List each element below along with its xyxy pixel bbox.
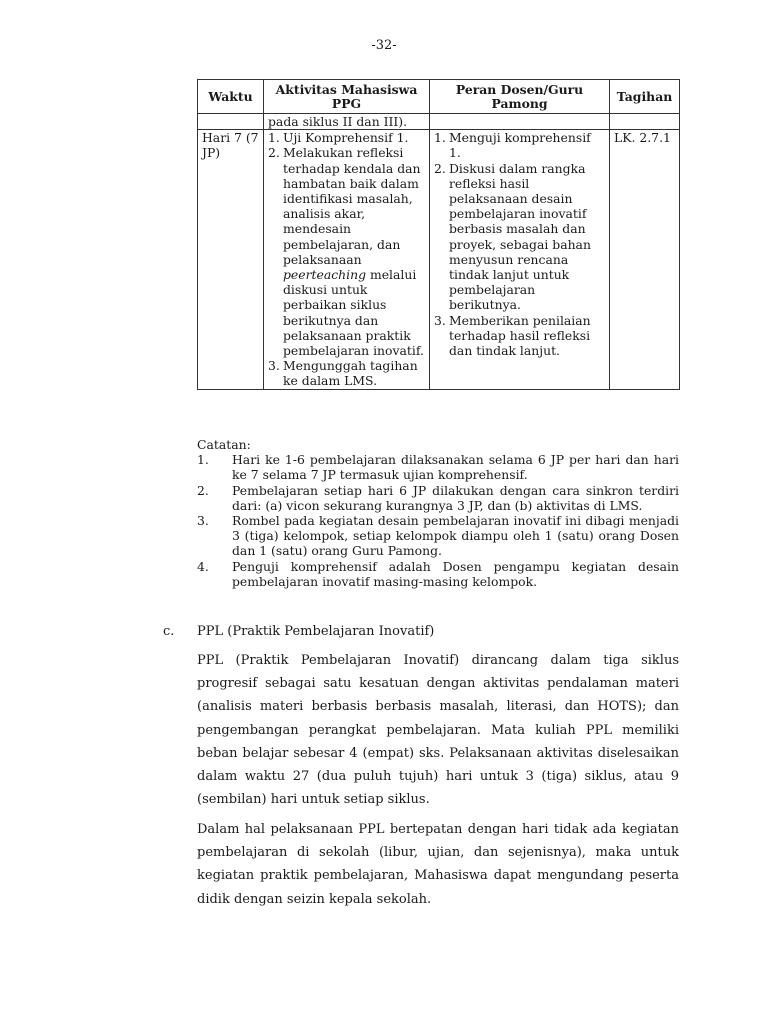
list-item [268,130,425,145]
continuation-text: pada siklus II dan III). [264,114,430,130]
list-item [434,161,605,313]
empty-cell [610,114,680,130]
section-paragraph: PPL (Praktik Pembelajaran Inovatif) dirancang dalam tiga siklus progresif sebagai satu kesatuan dengan aktivitas pendalaman materi (analisis materi berbasis berbasis masalah, literasi, dan HOTS); dan pengembangan perangkat pembelajaran. Mata kuliah PPL memiliki beban belajar sebesar 4 (empat) sks. Pelaksanaan aktivitas diselesaikan dalam waktu 27 (dua puluh tujuh) hari untuk 3 (tiga) siklus, atau 9 (sembilan) hari untuk setiap siklus. [197,653,679,808]
item-text: Memberikan penilaian terhadap hasil refleksi dan tindak lanjut. [449,312,591,359]
cell-peran [430,130,610,389]
item-number: 3. [434,312,446,328]
header-aktivitas: Aktivitas Mahasiswa PPG [264,80,430,114]
note-text: Rombel pada kegiatan desain pembelajaran inovatif ini dibagi menjadi 3 (tiga) kelompok, setiap kelompok diampu oleh 1 (satu) orang Dosen dan 1 (satu) orang Guru Pamong. [232,513,679,559]
item-text: Uji Komprehensif 1. [283,130,409,146]
note-number: 4. [197,558,209,574]
list-item [434,130,605,160]
note-text: Pembelajaran setiap hari 6 JP dilakukan dengan cara sinkron terdiri dari: (a) vicon sekurang kurangnya 3 JP, dan (b) aktivitas di LMS. [232,482,679,513]
section-title: PPL (Praktik Pembelajaran Inovatif) [197,624,435,639]
list-item [268,145,425,358]
item-number: 2. [268,145,280,161]
list-item [268,358,425,388]
section-heading [163,624,434,639]
table-row-hari-7 [198,130,680,389]
section-paragraph: Dalam hal pelaksanaan PPL bertepatan dengan hari tidak ada kegiatan pembelajaran di sekolah (libur, ujian, dan sejenisnya), maka untuk kegiatan praktik pembelajaran, Mahasiswa dapat mengundang peserta didik dengan seizin kepala sekolah. [197,822,679,907]
item-text: peerteaching [283,267,367,283]
notes-title: Catatan: [197,437,251,452]
table-header-row [198,80,680,114]
note-item [197,559,679,589]
note-number: 1. [197,452,209,468]
empty-cell [198,114,264,130]
item-text: Menguji komprehensif 1. [449,130,591,161]
item-text: Melakukan refleksi terhadap kendala dan hambatan baik dalam identifikasi masalah, analisis akar, mendesain pembelajaran, dan pelaksanaan [283,145,421,267]
note-item [197,452,679,482]
header-tagihan: Tagihan [610,80,680,114]
activity-table [197,79,680,390]
section-letter: c. [163,624,175,639]
note-text: Hari ke 1-6 pembelajaran dilaksanakan selama 6 JP per hari dan hari ke 7 selama 7 JP termasuk ujian komprehensif. [232,452,679,483]
item-number: 1. [434,130,446,146]
note-item [197,483,679,513]
note-item [197,513,679,559]
empty-cell [430,114,610,130]
note-number: 3. [197,513,209,529]
cell-waktu: Hari 7 (7 JP) [198,130,264,389]
cell-tagihan: LK. 2.7.1 [610,130,680,389]
notes-list [197,452,679,589]
item-number: 3. [268,358,280,374]
item-text: Diskusi dalam rangka refleksi hasil pelaksanaan desain pembelajaran inovatif berbasis masalah dan proyek, sebagai bahan menyusun rencana tindak lanjut untuk pembelajaran berikutnya. [449,160,591,313]
note-text: Penguji komprehensif adalah Dosen pengampu kegiatan desain pembelajaran inovatif masing-masing kelompok. [232,558,679,589]
page-number: -32- [371,38,397,53]
peran-list [434,130,605,358]
notes-block [197,437,679,589]
note-number: 2. [197,482,209,498]
header-waktu: Waktu [198,80,264,114]
item-text: melalui diskusi untuk perbaikan siklus berikutnya dan pelaksanaan praktik pembelajaran inovatif. [283,267,424,359]
aktivitas-list [268,130,425,388]
list-item [434,313,605,359]
item-number: 1. [268,130,280,146]
header-peran: Peran Dosen/Guru Pamong [430,80,610,114]
cell-aktivitas [264,130,430,389]
item-text: Mengunggah tagihan ke dalam LMS. [283,358,418,389]
table-row-continuation [198,114,680,130]
item-number: 2. [434,160,446,176]
